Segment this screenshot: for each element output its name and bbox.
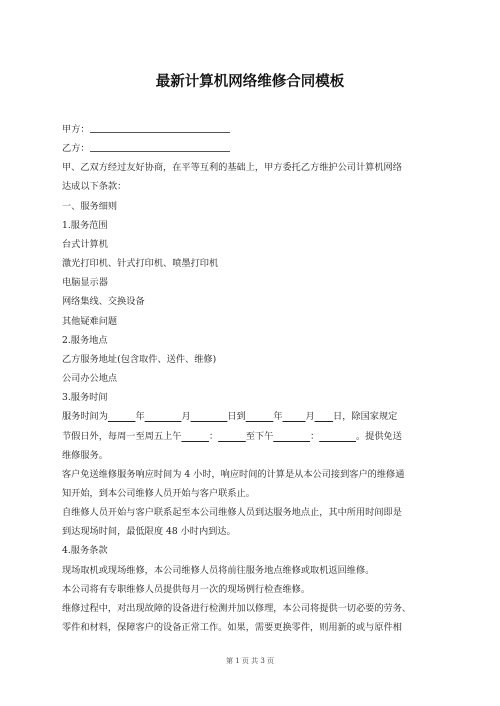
- text-fragment: 日到: [227, 411, 246, 423]
- document-body: [62, 120, 442, 637]
- paragraph-line: 维修过程中，对出现故障的设备进行检测并加以修理，本公司将提供一切必要的劳务、: [62, 602, 412, 614]
- paragraph-line: 知开始，到本公司维修人员开始与客户联系止。: [62, 487, 255, 499]
- paragraph-line: 自维修人员开始与客户联系起至本公司维修人员到达服务地点止，其中所用时间即是: [62, 507, 402, 519]
- list-item: 电脑显示器: [62, 277, 108, 289]
- blank-month-end: _____: [282, 411, 306, 423]
- text-fragment: 节假日外，每周一至周五上午: [62, 430, 182, 442]
- list-item: 公司办公地点: [62, 373, 118, 385]
- blank-year-end: ______: [245, 411, 274, 423]
- service-period-line: [62, 407, 442, 426]
- service-hours-line: [62, 427, 442, 446]
- text-fragment: 服务时间为: [62, 411, 108, 423]
- blank-pm-minute: ________: [319, 430, 356, 442]
- terms-heading: 4.服务条款: [62, 545, 108, 557]
- section-heading: 一、服务细则: [62, 200, 118, 212]
- party-a-label: 甲方：: [62, 124, 90, 135]
- location-heading: 2.服务地点: [62, 334, 108, 346]
- intro-line-2: 达成以下条款：: [62, 181, 127, 193]
- text-fragment: ：: [209, 430, 219, 442]
- list-item: 其他疑难问题: [62, 315, 118, 327]
- party-b-label: 乙方：: [62, 143, 90, 155]
- page-title: 最新计算机网络维修合同模板: [155, 74, 345, 90]
- blank-day-end: ____: [314, 411, 334, 423]
- text-fragment: 月: [181, 411, 191, 423]
- paragraph-line: 本公司将有专职维修人员提供每月一次的现场例行检查维修。: [62, 583, 311, 595]
- page-footer: 第 1 页 共 3 页: [225, 657, 275, 665]
- text-fragment: 日，除国家规定: [333, 411, 398, 423]
- list-item: 台式计算机: [62, 238, 108, 250]
- paragraph-line: 零件和材料，保障客户的设备正常工作。如果，需要更换零件，则用新的或与原件相: [62, 622, 402, 634]
- paragraph-line: 到达现场时间，最低限度 48 小时内到达。: [62, 526, 236, 538]
- paragraph-line: 现场取机或现场维修，本公司维修人员将前往服务地点维修或取机返回维修。: [62, 564, 375, 576]
- text-fragment: 年: [273, 411, 283, 423]
- blank-pm-hour: ________: [273, 430, 311, 442]
- intro-line-1: 甲、乙双方经过友好协商，在平等互利的基础上，甲方委托乙方维护公司计算机网络: [62, 162, 402, 174]
- paragraph-line: 客户免送维修服务响应时间为 4 小时，响应时间的计算是从本公司接到客户的维修通: [62, 468, 405, 480]
- blank-am-hour: ______: [181, 430, 209, 442]
- text-fragment: 年: [135, 411, 145, 423]
- party-a-line: [62, 120, 442, 139]
- blank-am-minute: ______: [218, 430, 246, 442]
- text-fragment: 。提供免送: [356, 430, 402, 442]
- party-a-blank: [90, 122, 230, 133]
- list-item: 激光打印机、针式打印机、喷墨打印机: [62, 258, 219, 270]
- paragraph-line: 维修服务。: [62, 449, 108, 461]
- blank-year-start: ______: [107, 411, 136, 423]
- list-item: 乙方服务地址(包含取件、送件、维修): [62, 353, 217, 365]
- list-item: 网络集线、交换设备: [62, 296, 145, 308]
- blank-month-start: ________: [144, 411, 182, 423]
- scope-heading: 1.服务范围: [62, 219, 108, 231]
- party-b-line: [62, 139, 442, 158]
- blank-day-start: ________: [190, 411, 228, 423]
- time-heading: 3.服务时间: [62, 392, 108, 404]
- text-fragment: ：: [310, 430, 320, 442]
- text-fragment: 至下午: [245, 430, 274, 442]
- text-fragment: 月: [305, 411, 315, 423]
- party-b-blank: [90, 141, 230, 152]
